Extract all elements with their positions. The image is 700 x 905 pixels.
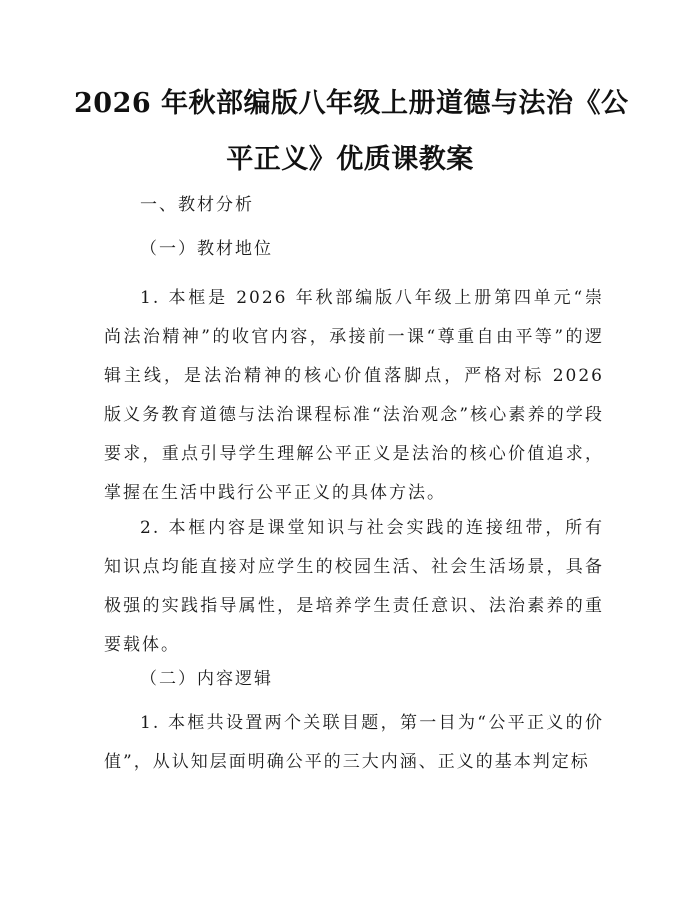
paragraph-2: 2. 本框内容是课堂知识与社会实践的连接纽带，所有知识点均能直接对应学生的校园生活、社会生活场景，具备极强的实践指导属性，是培养学生责任意识、法治素养的重要载体。 <box>104 518 604 655</box>
subsection-heading-content-logic: （二）内容逻辑 <box>140 669 273 689</box>
paragraph-3: 1. 本框共设置两个关联目题，第一目为“公平正义的价值”，从认知层面明确公平的三大内涵、正义的基本判定标 <box>104 713 604 772</box>
subsection-heading-textbook-position: （一）教材地位 <box>140 239 273 259</box>
section-heading-textbook-analysis: 一、教材分析 <box>140 195 254 215</box>
title-line-1: 2026 年秋部编版八年级上册道德与法治《公 <box>74 88 629 119</box>
document-title <box>74 76 629 188</box>
title-line-2: 平正义》优质课教案 <box>226 144 474 175</box>
paragraph-1: 1. 本框是 2026 年秋部编版八年级上册第四单元“崇尚法治精神”的收官内容，承接前一课“尊重自由平等”的逻辑主线，是法治精神的核心价值落脚点，严格对标 2026 版义务教育道德与法治课程标准“法治观念”核心素养的学段要求，重点引导学生理解公平正义是法治的核心价值追求，掌握在生活中践行公平正义的具体方法。 <box>104 288 604 503</box>
